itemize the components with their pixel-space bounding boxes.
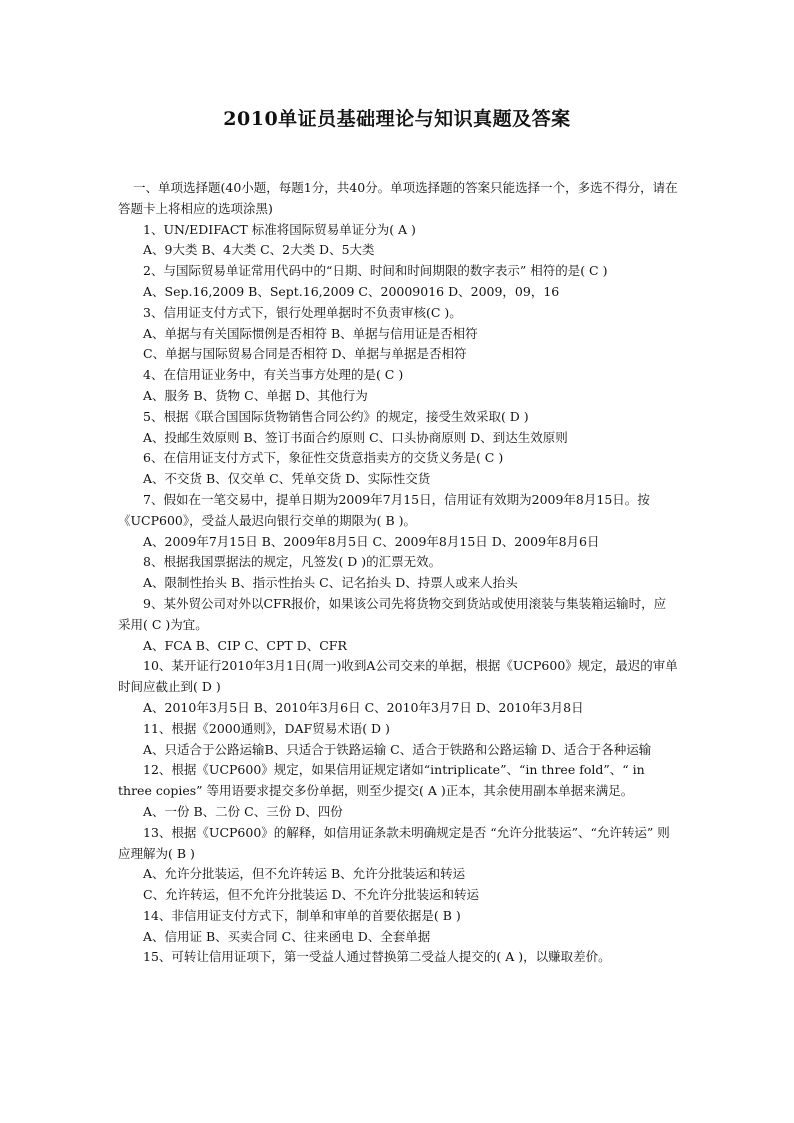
question-4: 4、在信用证业务中，有关当事方处理的是( C ) [143,367,404,383]
options-12: A、一份 B、二份 C、三份 D、四份 [143,803,343,819]
options-4: A、服务 B、货物 C、单据 D、其他行为 [143,387,368,403]
question-11: 11、根据《2000通则》，DAF贸易术语( D ) [143,720,390,736]
question-2: 2、与国际贸易单证常用代码中的“日期、时间和时间期限的数字表示” 相符的是( C ) [143,263,608,279]
options-6: A、不交货 B、仅交单 C、凭单交货 D、实际性交货 [143,471,431,487]
question-14: 14、非信用证支付方式下，制单和审单的首要依据是( B ) [143,907,461,923]
options-8: A、限制性抬头 B、指示性抬头 C、记名抬头 D、持票人或来人抬头 [143,575,518,591]
question-9: 9、某外贸公司对外以CFR报价，如果该公司先将货物交到货站或使用滚装与集装箱运输时，应采用( C )为宜。 [118,595,667,632]
question-13: 13、根据《UCP600》的解释，如信用证条款未明确规定是否 “允许分批装运”、“允许转运” 则应理解为( B ) [118,824,670,861]
section-heading: 一、单项选择题(40小题，每题1分，共40分。单项选择题的答案只能选择一个，多选不得分，请在答题卡上将相应的选项涂黑) [118,180,678,216]
options-1: A、9大类 B、4大类 C、2大类 D、5大类 [143,242,375,258]
question-7: 7、假如在一笔交易中，提单日期为2009年7月15日，信用证有效期为2009年8月15日。按《UCP600》，受益人最迟向银行交单的期限为( B )。 [118,491,650,528]
question-3: 3、信用证支付方式下，银行处理单据时不负责审核(C )。 [143,304,462,320]
document-title: 2010单证员基础理论与知识真题及答案 [223,108,571,130]
options-7: A、2009年7月15日 B、2009年8月5日 C、2009年8月15日 D、2009年8月6日 [143,533,600,549]
options-11: A、只适合于公路运输B、只适合于铁路运输 C、适合于铁路和公路运输 D、适合于各种运输 [143,741,652,757]
options-10: A、2010年3月5日 B、2010年3月6日 C、2010年3月7日 D、2010年3月8日 [143,699,584,715]
options-13b: C、允许转运，但不允许分批装运 D、不允许分批装运和转运 [143,887,480,903]
question-8: 8、根据我国票据法的规定，凡签发( D )的汇票无效。 [143,554,442,570]
options-3b: C、单据与国际贸易合同是否相符 D、单据与单据是否相符 [143,346,467,362]
document-body [118,178,678,968]
question-5: 5、根据《联合国国际货物销售合同公约》的规定，接受生效采取( D ) [143,408,529,424]
options-5: A、投邮生效原则 B、签订书面合约原则 C、口头协商原则 D、到达生效原则 [143,429,568,445]
options-9: A、FCA B、CIP C、CPT D、CFR [143,637,347,653]
options-14: A、信用证 B、买卖合同 C、往来函电 D、全套单据 [143,928,431,944]
question-15: 15、可转让信用证项下，第一受益人通过替换第二受益人提交的( A )，以赚取差价。 [143,949,611,965]
question-12: 12、根据《UCP600》规定，如果信用证规定诸如“intriplicate”、“in three fold”、“ in three copies” 等用语要求提交多份单据，则至少提交( A )正本，其余使用副本单据来满足。 [118,762,645,799]
question-6: 6、在信用证支付方式下，象征性交货意指卖方的交货义务是( C ) [143,450,504,466]
options-13a: A、允许分批装运，但不允许转运 B、允许分批装运和转运 [143,866,466,882]
options-3a: A、单据与有关国际惯例是否相符 B、单据与信用证是否相符 [143,325,478,341]
question-10: 10、某开证行2010年3月1日(周一)收到A公司交来的单据，根据《UCP600》规定，最迟的审单时间应截止到( D ) [118,658,678,695]
question-1: 1、UN/EDIFACT 标准将国际贸易单证分为( A ) [143,221,416,237]
options-2: A、Sep.16,2009 B、Sept.16,2009 C、20009016 D、2009，09，16 [143,283,560,299]
